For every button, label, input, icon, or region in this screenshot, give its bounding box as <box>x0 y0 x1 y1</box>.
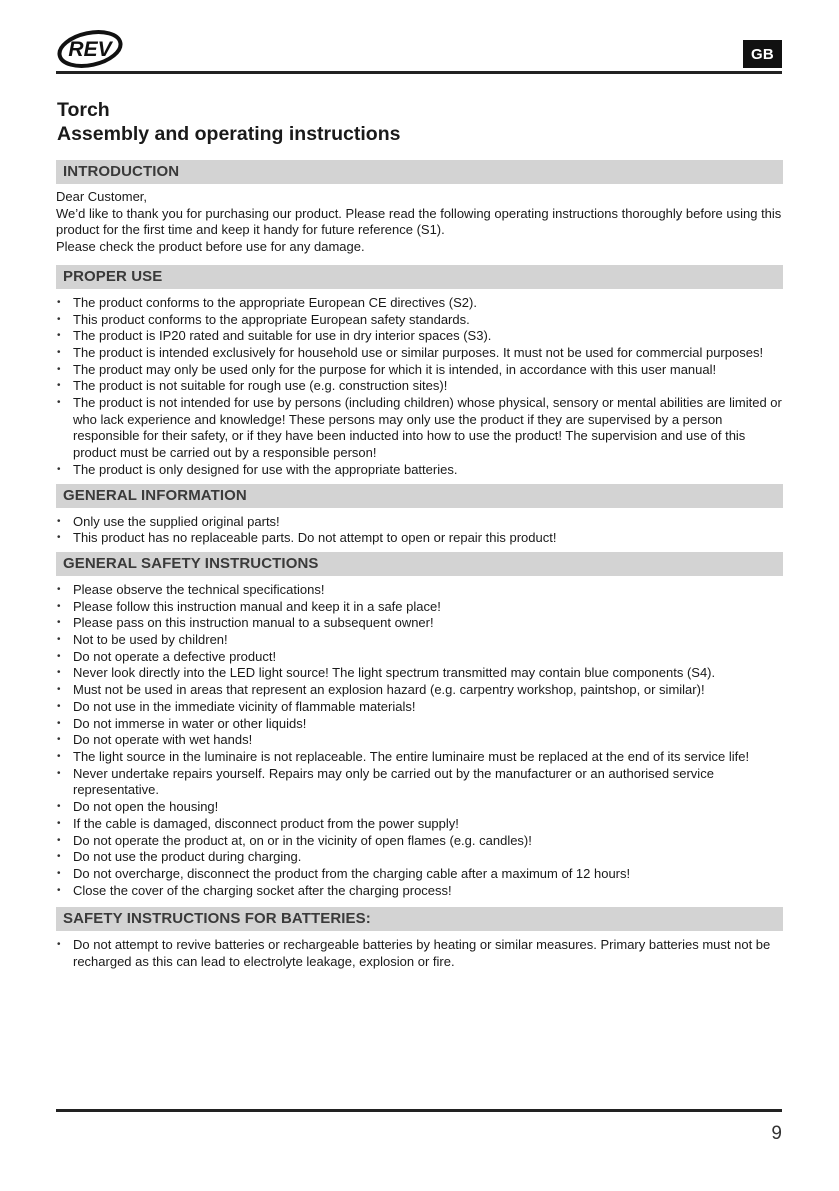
list-item: • The light source in the luminaire is not replaceable. The entire luminaire must be replaced at the end of its service life! <box>56 749 783 766</box>
list-item: • This product conforms to the appropriate European safety standards. <box>56 312 783 329</box>
section-heading-general-information: GENERAL INFORMATION <box>56 484 783 508</box>
intro-line: Please check the product before use for any damage. <box>56 239 365 255</box>
list-item: • Do not overcharge, disconnect the product from the charging cable after a maximum of 12 hours! <box>56 866 783 883</box>
proper-use-list <box>56 295 783 479</box>
list-item: • Never undertake repairs yourself. Repairs may only be carried out by the manufacturer or an authorised service representative. <box>56 766 783 799</box>
list-item: • The product conforms to the appropriate European CE directives (S2). <box>56 295 783 312</box>
logo-text: REV <box>68 38 112 61</box>
list-item: • The product is not suitable for rough use (e.g. construction sites)! <box>56 378 783 395</box>
introduction-text <box>56 189 783 256</box>
list-item: • Not to be used by children! <box>56 632 783 649</box>
list-item: • Close the cover of the charging socket after the charging process! <box>56 883 783 900</box>
footer-divider <box>56 1109 782 1112</box>
list-item: • Do not attempt to revive batteries or rechargeable batteries by heating or similar measures. Primary batteries must not be recharged as this can lead to electrolyte leakage, explosion or fire. <box>56 937 783 970</box>
battery-safety-list <box>56 937 783 970</box>
general-safety-list <box>56 582 783 899</box>
header-divider <box>56 71 782 74</box>
list-item: • Please follow this instruction manual and keep it in a safe place! <box>56 599 783 616</box>
list-item: • Do not open the housing! <box>56 799 783 816</box>
content-area <box>56 160 783 976</box>
list-item: • Never look directly into the LED light source! The light spectrum transmitted may contain blue components (S4). <box>56 665 783 682</box>
list-item: • Do not operate the product at, on or in the vicinity of open flames (e.g. candles)! <box>56 833 783 850</box>
list-item: • The product is not intended for use by persons (including children) whose physical, sensory or mental abilities are limited or who lack experience and knowledge! These persons may only use the product if they are supervised by a person responsible for their safety, or if they have been inducted into how to use the product! The supervision and use of this product must be carried out by a responsible person! <box>56 395 783 462</box>
language-badge: GB <box>743 40 782 68</box>
list-item: • Only use the supplied original parts! <box>56 514 783 531</box>
list-item: • Do not immerse in water or other liquids! <box>56 716 783 733</box>
page-title <box>57 98 400 146</box>
list-item: • Do not use the product during charging. <box>56 849 783 866</box>
list-item: • If the cable is damaged, disconnect product from the power supply! <box>56 816 783 833</box>
list-item: • Please pass on this instruction manual to a subsequent owner! <box>56 615 783 632</box>
product-name: Torch <box>57 99 110 121</box>
list-item: • Do not use in the immediate vicinity of flammable materials! <box>56 699 783 716</box>
list-item: • Do not operate a defective product! <box>56 649 783 666</box>
section-heading-general-safety: GENERAL SAFETY INSTRUCTIONS <box>56 552 783 576</box>
list-item: • This product has no replaceable parts. Do not attempt to open or repair this product! <box>56 530 783 547</box>
section-heading-proper-use: PROPER USE <box>56 265 783 289</box>
page-number: 9 <box>771 1123 782 1144</box>
list-item: • Please observe the technical specifications! <box>56 582 783 599</box>
general-information-list <box>56 514 783 547</box>
section-heading-introduction: INTRODUCTION <box>56 160 783 184</box>
list-item: • The product is IP20 rated and suitable for use in dry interior spaces (S3). <box>56 328 783 345</box>
intro-line: We’d like to thank you for purchasing our product. Please read the following operating instructions thoroughly before using this product for the first time and keep it handy for future reference (S1). <box>56 205 782 238</box>
section-heading-battery-safety: SAFETY INSTRUCTIONS FOR BATTERIES: <box>56 907 783 931</box>
list-item: • The product may only be used only for the purpose for which it is intended, in accordance with this user manual! <box>56 362 783 379</box>
intro-line: Dear Customer, <box>56 189 148 204</box>
document-subtitle: Assembly and operating instructions <box>57 123 401 145</box>
list-item: • Do not operate with wet hands! <box>56 732 783 749</box>
list-item: • Must not be used in areas that represent an explosion hazard (e.g. carpentry workshop, paintshop, or similar)! <box>56 682 783 699</box>
rev-logo <box>56 29 124 69</box>
list-item: • The product is intended exclusively for household use or similar purposes. It must not be used for commercial purposes! <box>56 345 783 362</box>
list-item: • The product is only designed for use with the appropriate batteries. <box>56 462 783 479</box>
